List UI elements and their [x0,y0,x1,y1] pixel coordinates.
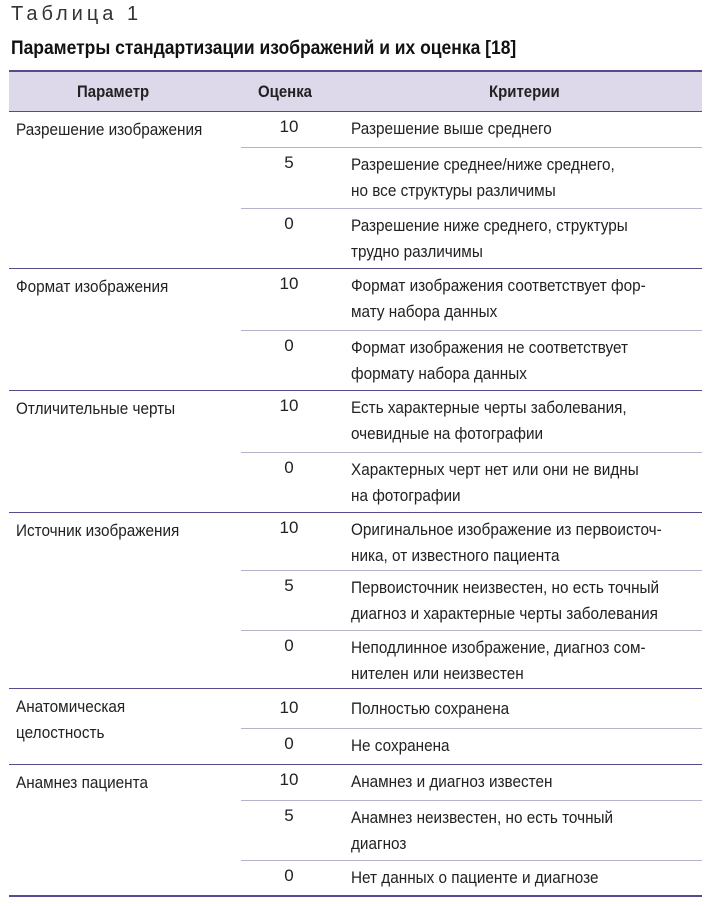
parameter-cell: Формат изображения [16,277,169,296]
table-row [241,112,702,148]
score-cell: 0 [284,866,294,885]
table-row [241,631,702,688]
criteria-cell: Полностью сохранена [351,699,510,718]
score-cell: 5 [284,576,294,595]
table-row [241,269,702,331]
criteria-cell: Анамнез неизвестен, но есть точный диагноз [351,808,614,853]
criteria-cell: Нет данных о пациенте и диагнозе [351,868,599,887]
score-cell: 5 [284,806,294,825]
table-row [241,148,702,209]
table-row [241,801,702,861]
criteria-cell: Оригинальное изображение из первоисточ- ника, от известного пациента [351,520,662,565]
table-group [9,269,702,391]
score-cell: 10 [279,274,299,293]
score-cell: 0 [284,734,294,753]
criteria-cell: Разрешение ниже среднего, структуры трудно различимы [351,216,628,261]
criteria-cell: Анамнез и диагноз известен [351,772,553,791]
criteria-cell: Не сохранена [351,736,450,755]
table-row [241,689,702,729]
table-row [241,391,702,453]
table-header [9,72,702,112]
table-row [241,453,702,512]
table-label: Таблица 1 [11,3,143,25]
score-cell: 10 [279,698,299,717]
parameter-cell: Анатомическая целостность [16,697,126,742]
parameter-cell: Анамнез пациента [16,773,148,792]
score-cell: 5 [284,153,294,172]
parameter-cell: Источник изображения [16,521,180,540]
score-cell: 0 [284,214,294,233]
score-cell: 0 [284,336,294,355]
table-row [241,209,702,268]
criteria-cell: Неподлинное изображение, диагноз сом- нителен или неизвестен [351,638,646,683]
table-group [9,765,702,895]
table-row [241,861,702,895]
score-cell: 0 [284,458,294,477]
score-cell: 0 [284,636,294,655]
table-row [241,729,702,764]
table-row [241,331,702,390]
score-cell: 10 [279,117,299,136]
table-row [241,513,702,571]
criteria-cell: Есть характерные черты заболевания, очевидные на фотографии [351,398,627,443]
table-group [9,391,702,513]
score-cell: 10 [279,396,299,415]
criteria-cell: Разрешение выше среднего [351,119,552,138]
table-title: Параметры стандартизации изображений и их оценка [18] [11,38,517,59]
criteria-cell: Разрешение среднее/ниже среднего, но все структуры различимы [351,155,615,200]
table-bottom-rule [9,895,702,897]
column-header-parameter: Параметр [77,82,150,101]
criteria-cell: Характерных черт нет или они не видны на фотографии [351,460,639,505]
table-group [9,689,702,765]
criteria-cell: Формат изображения соответствует фор- мату набора данных [351,276,646,321]
criteria-cell: Первоисточник неизвестен, но есть точный диагноз и характерные черты заболевания [351,578,660,623]
table-group [9,112,702,269]
table-row [241,765,702,801]
column-header-criteria: Критерии [489,82,560,101]
score-cell: 10 [279,518,299,537]
table-row [241,571,702,631]
table-group [9,513,702,689]
column-header-score: Оценка [258,82,312,101]
score-cell: 10 [279,770,299,789]
criteria-cell: Формат изображения не соответствует формату набора данных [351,338,629,383]
parameter-cell: Отличительные черты [16,399,176,418]
parameter-cell: Разрешение изображения [16,120,203,139]
